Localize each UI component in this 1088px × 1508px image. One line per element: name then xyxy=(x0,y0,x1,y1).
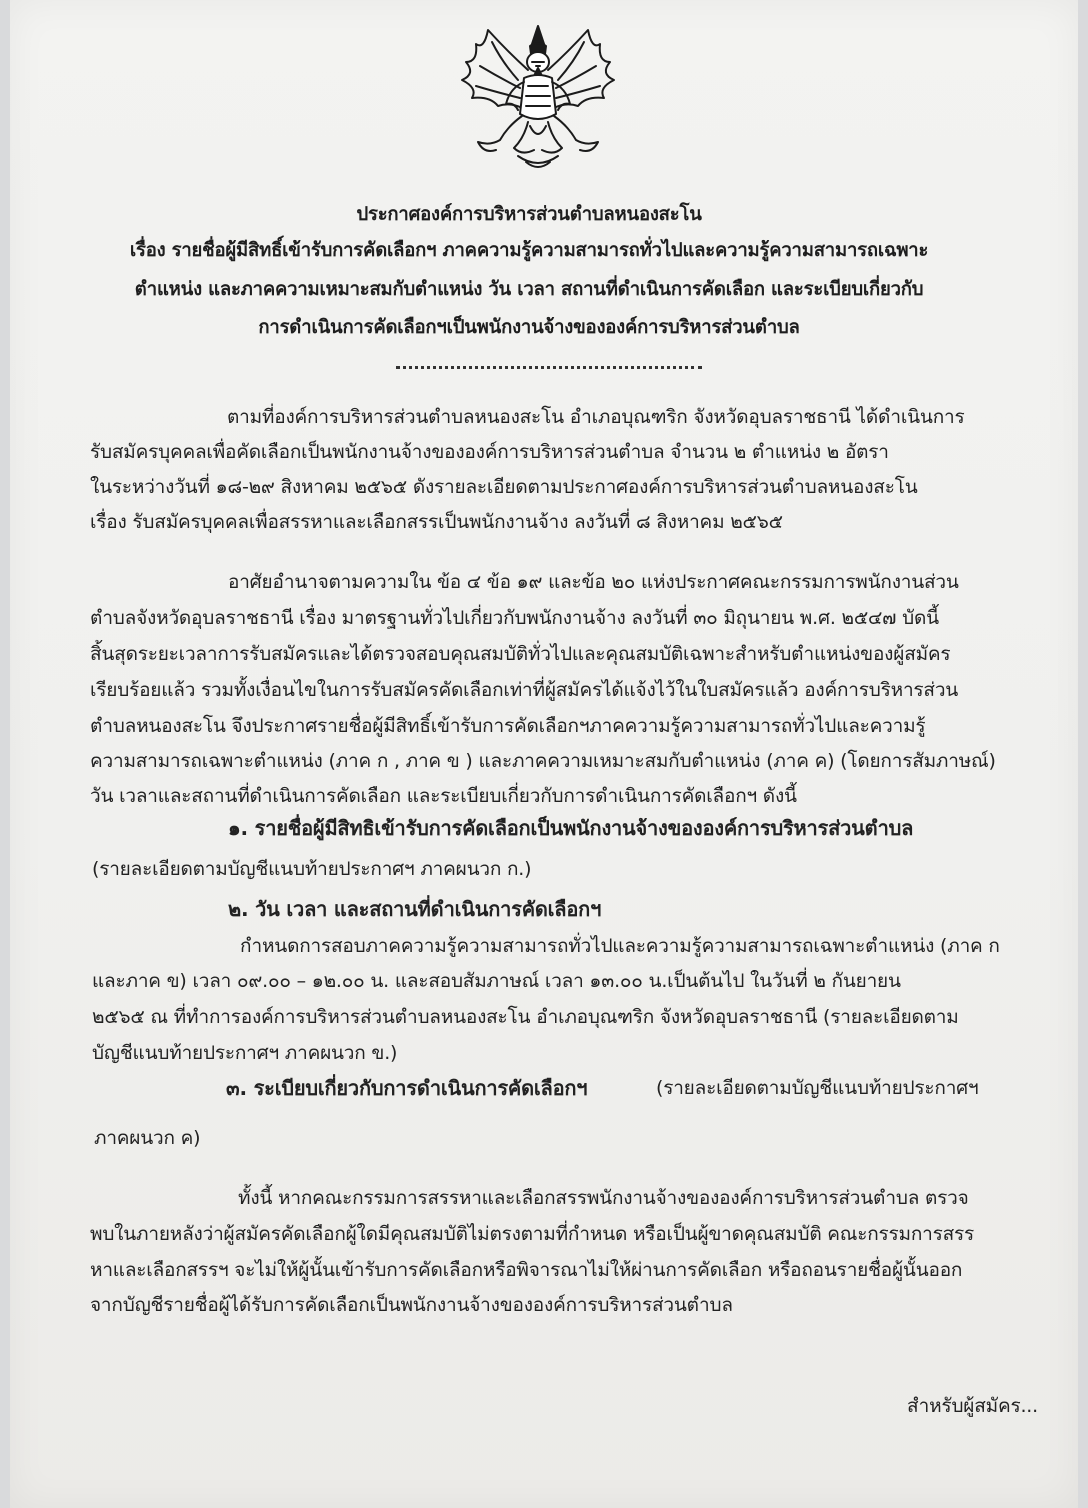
section3-detail: ภาคผนวก ค) xyxy=(94,1127,201,1149)
doc-title-line2: เรื่อง รายชื่อผู้มีสิทธิ์เข้ารับการคัดเลือกฯ ภาคความรู้ความสามารถทั่วไปและความรู้ความสามารถเฉพาะ xyxy=(129,239,929,261)
section2-line1: กำหนดการสอบภาคความรู้ความสามารถทั่วไปและความรู้ความสามารถเฉพาะตำแหน่ง (ภาค ก xyxy=(240,935,1000,957)
p2-line3: สิ้นสุดระยะเวลาการรับสมัครและได้ตรวจสอบคุณสมบัติทั่วไปและคุณสมบัติเฉพาะสำหรับตำแหน่งของผู้สมัคร xyxy=(90,643,951,665)
p2-line2: ตำบลจังหวัดอุบลราชธานี เรื่อง มาตรฐานทั่วไปเกี่ยวกับพนักงานจ้าง ลงวันที่ ๓๐ มิถุนายน พ.ศ. ๒๕๔๗ บัดนี้ xyxy=(90,607,939,629)
continuation-text: สำหรับผู้สมัคร... xyxy=(907,1395,1038,1417)
section2-line3: ๒๕๖๕ ณ ที่ทำการองค์การบริหารส่วนตำบลหนองสะโน อำเภอบุณฑริก จังหวัดอุบลราชธานี (รายละเอียดตาม xyxy=(92,1006,959,1028)
section1-detail: (รายละเอียดตามบัญชีแนบท้ายประกาศฯ ภาคผนวก ก.) xyxy=(92,858,532,880)
p2-line6: ความสามารถเฉพาะตำแหน่ง (ภาค ก , ภาค ข ) และภาคความเหมาะสมกับตำแหน่ง (ภาค ค) (โดยการสัมภาษณ์) xyxy=(90,750,996,772)
p2-line5: ตำบลหนองสะโน จึงประกาศรายชื่อผู้มีสิทธิ์เข้ารับการคัดเลือกฯภาคความรู้ความสามารถทั่วไปและความรู้ xyxy=(90,715,926,737)
p1-line1: ตามที่องค์การบริหารส่วนตำบลหนองสะโน อำเภอบุณฑริก จังหวัดอุบลราชธานี ได้ดำเนินการ xyxy=(227,406,965,428)
p3-line3: หาและเลือกสรรฯ จะไม่ให้ผู้นั้นเข้ารับการคัดเลือกหรือพิจารณาไม่ให้ผ่านการคัดเลือก หรือถอนรายชื่อผู้นั้นออก xyxy=(90,1259,963,1281)
section3-tail: (รายละเอียดตามบัญชีแนบท้ายประกาศฯ xyxy=(656,1077,979,1099)
p2-line7: วัน เวลาและสถานที่ดำเนินการคัดเลือก และระเบียบเกี่ยวกับการดำเนินการคัดเลือกฯ ดังนี้ xyxy=(90,785,797,807)
doc-title-line4: การดำเนินการคัดเลือกฯเป็นพนักงานจ้างขององค์การบริหารส่วนตำบล xyxy=(258,316,800,338)
title-separator xyxy=(396,362,702,369)
p1-line4: เรื่อง รับสมัครบุคคลเพื่อสรรหาและเลือกสรรเป็นพนักงานจ้าง ลงวันที่ ๘ สิงหาคม ๒๕๖๕ xyxy=(90,511,783,533)
doc-title-line1: ประกาศองค์การบริหารส่วนตำบลหนองสะโน xyxy=(356,203,702,225)
section2-line4: บัญชีแนบท้ายประกาศฯ ภาคผนวก ข.) xyxy=(92,1042,398,1064)
garuda-emblem-icon xyxy=(448,22,628,174)
section3-heading: ๓. ระเบียบเกี่ยวกับการดำเนินการคัดเลือกฯ xyxy=(226,1076,588,1100)
p1-line2: รับสมัครบุคคลเพื่อคัดเลือกเป็นพนักงานจ้างขององค์การบริหารส่วนตำบล จำนวน ๒ ตำแหน่ง ๒ อัตรา xyxy=(90,441,889,463)
p3-line2: พบในภายหลังว่าผู้สมัครคัดเลือกผู้ใดมีคุณสมบัติไม่ตรงตามที่กำหนด หรือเป็นผู้ขาดคุณสมบัติ คณะกรรมการสรร xyxy=(90,1223,975,1245)
section1-heading: ๑. รายชื่อผู้มีสิทธิเข้ารับการคัดเลือกเป็นพนักงานจ้างขององค์การบริหารส่วนตำบล xyxy=(228,816,914,840)
p3-line1: ทั้งนี้ หากคณะกรรมการสรรหาและเลือกสรรพนักงานจ้างขององค์การบริหารส่วนตำบล ตรวจ xyxy=(238,1187,969,1209)
p2-line1: อาศัยอำนาจตามความใน ข้อ ๔ ข้อ ๑๙ และข้อ ๒๐ แห่งประกาศคณะกรรมการพนักงานส่วน xyxy=(228,571,959,593)
p3-line4: จากบัญชีรายชื่อผู้ได้รับการคัดเลือกเป็นพนักงานจ้างขององค์การบริหารส่วนตำบล xyxy=(90,1294,733,1316)
document-page xyxy=(10,0,1078,1508)
p1-line3: ในระหว่างวันที่ ๑๘-๒๙ สิงหาคม ๒๕๖๕ ดังรายละเอียดตามประกาศองค์การบริหารส่วนตำบลหนองสะโน xyxy=(90,476,918,498)
section2-line2: และภาค ข) เวลา ๐๙.๐๐ – ๑๒.๐๐ น. และสอบสัมภาษณ์ เวลา ๑๓.๐๐ น.เป็นต้นไป ในวันที่ ๒ กันยายน xyxy=(92,970,901,992)
p2-line4: เรียบร้อยแล้ว รวมทั้งเงื่อนไขในการรับสมัครคัดเลือกเท่าที่ผู้สมัครได้แจ้งไว้ในใบสมัครแล้ว องค์การบริหารส่วน xyxy=(90,679,959,701)
section2-heading: ๒. วัน เวลา และสถานที่ดำเนินการคัดเลือกฯ xyxy=(228,897,602,921)
doc-title-line3: ตำแหน่ง และภาคความเหมาะสมกับตำแหน่ง วัน เวลา สถานที่ดำเนินการคัดเลือก และระเบียบเกี่ยวกับ xyxy=(134,278,924,300)
